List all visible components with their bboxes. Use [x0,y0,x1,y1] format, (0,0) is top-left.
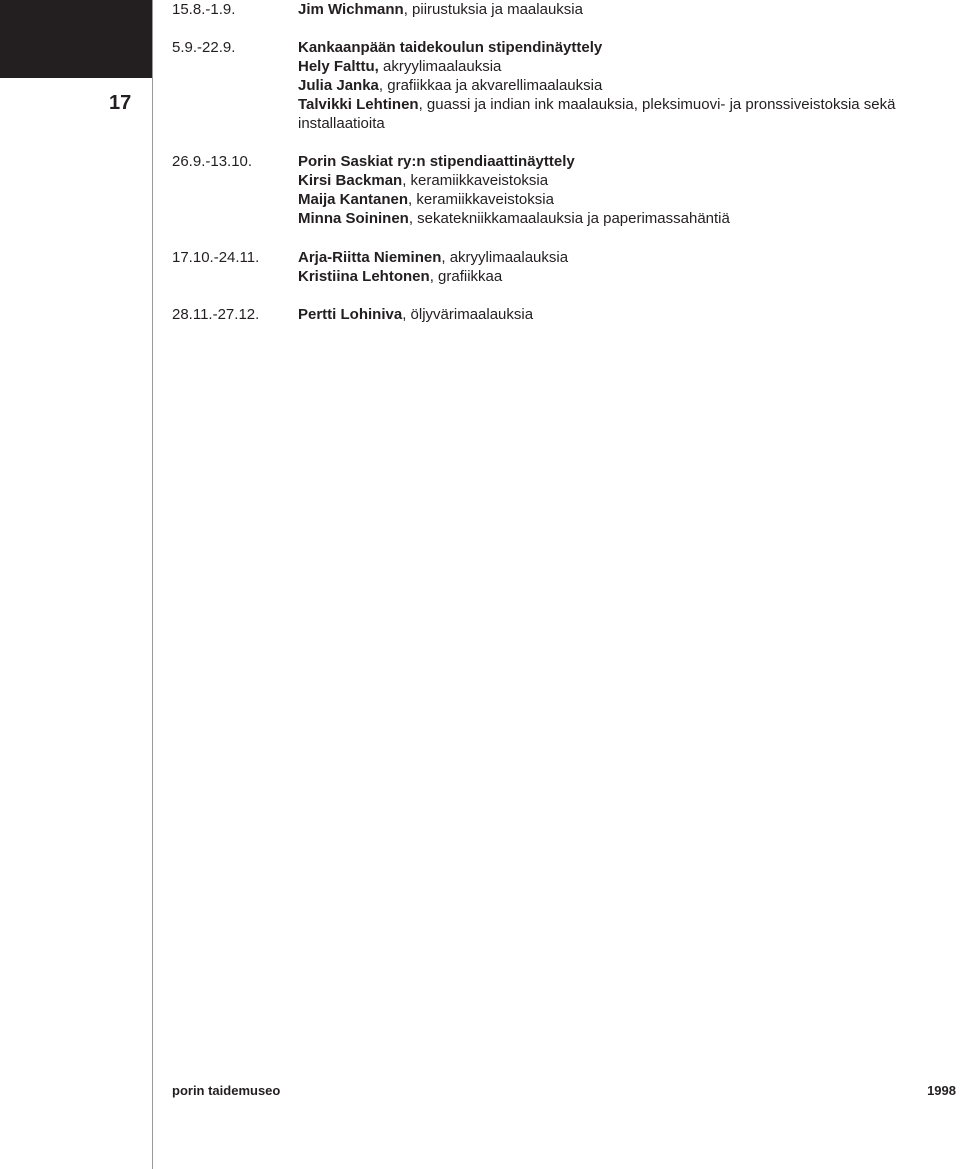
artist-name: Arja-Riitta Nieminen [298,249,442,266]
exhibition-line [298,171,938,190]
footer-year: 1998 [927,1083,956,1098]
work-description: , keramiikkaveistoksia [408,191,554,208]
exhibition-line [298,248,938,267]
work-description: , öljyvärimaalauksia [402,306,534,323]
exhibition-date: 28.11.-27.12. [172,306,260,323]
margin-rule [152,0,153,1169]
exhibition-date: 26.9.-13.10. [172,153,253,170]
artist-name: Kristiina Lehtonen [298,268,430,285]
exhibition-line [298,190,938,209]
exhibition-line [298,209,938,228]
work-description: , sekatekniikkamaalauksia ja paperimassahäntiä [408,210,730,227]
exhibition-title: Kankaanpään taidekoulun stipendinäyttely [298,39,603,56]
footer-publisher: porin taidemuseo [172,1083,281,1098]
work-description: , keramiikkaveistoksia [402,172,549,189]
exhibition-date: 17.10.-24.11. [172,249,260,266]
work-description: akryylimaalauksia [378,58,502,75]
exhibition-line [298,38,938,57]
exhibition-line [298,95,938,133]
exhibition-line [298,267,938,286]
artist-name: Pertti Lohiniva [298,306,403,323]
artist-name: Maija Kantanen [298,191,409,208]
exhibition-line [298,0,938,19]
work-description: , grafiikkaa [429,268,503,285]
exhibition-line [298,152,938,171]
exhibition-line [298,57,938,76]
exhibition-line [298,305,938,324]
page-number: 17 [109,92,132,114]
artist-name: Kirsi Backman [298,172,403,189]
exhibition-date: 15.8.-1.9. [172,1,236,18]
corner-black-block [0,0,152,78]
artist-name: Minna Soininen [298,210,409,227]
artist-name: Talvikki Lehtinen [298,96,419,113]
work-description: , grafiikkaa ja akvarellimaalauksia [378,77,603,94]
exhibition-line [298,76,938,95]
work-description: , guassi ja indian ink maalauksia, pleksimuovi- ja pronssiveistoksia sekä installaatioita [298,96,896,132]
exhibition-date: 5.9.-22.9. [172,39,236,56]
artist-name: Julia Janka [298,77,379,94]
work-description: , piirustuksia ja maalauksia [403,1,583,18]
artist-name: Hely Falttu, [298,58,379,75]
artist-name: Jim Wichmann [298,1,404,18]
work-description: , akryylimaalauksia [441,249,569,266]
exhibition-title: Porin Saskiat ry:n stipendiaattinäyttely [298,153,575,170]
